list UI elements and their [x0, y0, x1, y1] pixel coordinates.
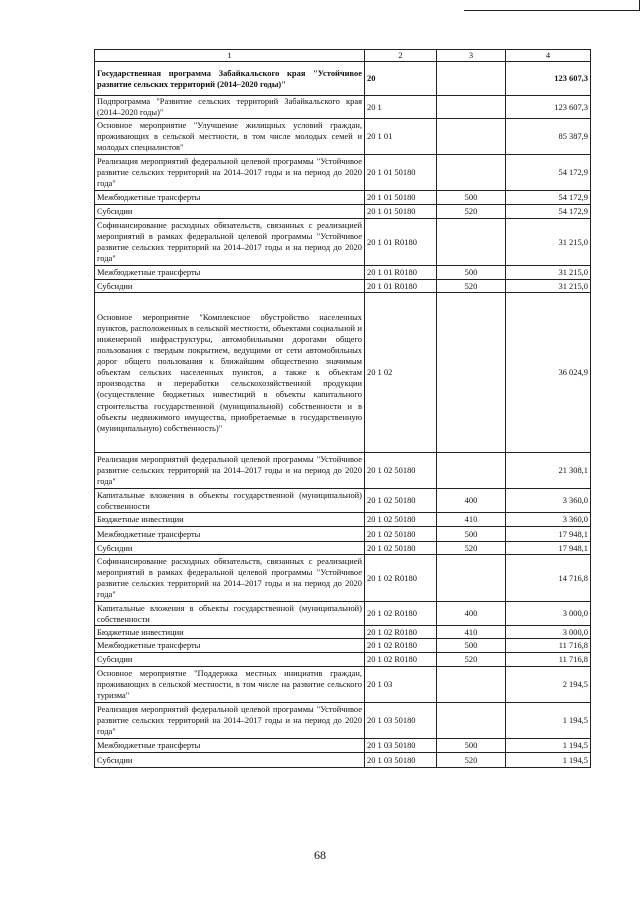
row-name: Межбюджетные трансферты [95, 739, 365, 753]
row-code: 20 1 03 [365, 667, 437, 703]
row-name: Субсидии [95, 205, 365, 219]
row-expense-type [437, 155, 506, 191]
row-amount: 85 387,9 [506, 119, 591, 155]
row-expense-type: 500 [437, 266, 506, 280]
row-amount: 3 360,0 [506, 489, 591, 513]
row-expense-type [437, 219, 506, 266]
table-row [95, 639, 591, 653]
table-row [95, 626, 591, 639]
table-row [95, 293, 591, 453]
row-expense-type: 520 [437, 280, 506, 293]
table-row [95, 602, 591, 626]
row-expense-type [437, 96, 506, 119]
row-name: Межбюджетные трансферты [95, 639, 365, 653]
row-expense-type: 500 [437, 739, 506, 753]
header-col-2: 2 [365, 50, 437, 62]
row-code: 20 1 [365, 96, 437, 119]
row-amount: 54 172,9 [506, 191, 591, 205]
header-col-4: 4 [506, 50, 591, 62]
row-name: Реализация мероприятий федеральной целевой программы "Устойчивое развитие сельских территорий на 2014–2017 годы и на период до 2020 года" [95, 155, 365, 191]
row-expense-type [437, 703, 506, 739]
row-name: Межбюджетные трансферты [95, 266, 365, 280]
table-row [95, 219, 591, 266]
row-code: 20 1 02 50180 [365, 513, 437, 527]
row-code: 20 1 03 50180 [365, 703, 437, 739]
row-name: Капитальные вложения в объекты государственной (муниципальной) собственности [95, 602, 365, 626]
row-name: Субсидии [95, 753, 365, 768]
row-expense-type [437, 555, 506, 602]
row-amount: 31 215,0 [506, 219, 591, 266]
row-expense-type: 520 [437, 542, 506, 555]
row-expense-type: 400 [437, 602, 506, 626]
row-code: 20 [365, 62, 437, 96]
row-name: Подпрограмма "Развитие сельских территорий Забайкальского края (2014–2020 годы)" [95, 96, 365, 119]
row-amount: 17 948,1 [506, 542, 591, 555]
header-col-3: 3 [437, 50, 506, 62]
row-amount: 11 716,8 [506, 639, 591, 653]
table-row [95, 513, 591, 527]
row-name: Государственная программа Забайкальского края "Устойчивое развитие сельских территорий (2014–2020 годы)" [95, 62, 365, 96]
budget-table [94, 49, 591, 768]
row-code: 20 1 01 50180 [365, 191, 437, 205]
header-col-1: 1 [95, 50, 365, 62]
row-code: 20 1 01 R0180 [365, 219, 437, 266]
row-amount: 123 607,3 [506, 96, 591, 119]
table-row [95, 155, 591, 191]
row-name: Основное мероприятие "Улучшение жилищных условий граждан, проживающих в сельской местности, в том числе молодых семей и молодых специалистов" [95, 119, 365, 155]
row-amount: 21 308,1 [506, 453, 591, 489]
row-amount: 3 360,0 [506, 513, 591, 527]
table-row [95, 667, 591, 703]
table-body [95, 62, 591, 768]
row-expense-type [437, 453, 506, 489]
row-amount: 1 194,5 [506, 739, 591, 753]
row-expense-type [437, 119, 506, 155]
table-row [95, 653, 591, 667]
table-row [95, 266, 591, 280]
row-amount: 31 215,0 [506, 266, 591, 280]
row-expense-type: 500 [437, 527, 506, 542]
page-number: 68 [314, 848, 326, 862]
row-expense-type [437, 293, 506, 453]
row-expense-type: 520 [437, 205, 506, 219]
row-amount: 17 948,1 [506, 527, 591, 542]
table-row [95, 62, 591, 96]
row-amount: 1 194,5 [506, 703, 591, 739]
row-code: 20 1 01 R0180 [365, 280, 437, 293]
row-expense-type [437, 62, 506, 96]
row-expense-type: 500 [437, 191, 506, 205]
row-name: Реализация мероприятий федеральной целевой программы "Устойчивое развитие сельских территорий на 2014–2017 годы и на период до 2020 года" [95, 453, 365, 489]
row-code: 20 1 03 50180 [365, 739, 437, 753]
table-row [95, 96, 591, 119]
table-row [95, 542, 591, 555]
row-code: 20 1 01 [365, 119, 437, 155]
row-name: Субсидии [95, 280, 365, 293]
row-amount: 3 000,0 [506, 602, 591, 626]
row-code: 20 1 02 50180 [365, 542, 437, 555]
row-code: 20 1 01 50180 [365, 155, 437, 191]
table-row [95, 753, 591, 768]
table-row [95, 191, 591, 205]
row-expense-type [437, 667, 506, 703]
row-code: 20 1 02 R0180 [365, 555, 437, 602]
table-row [95, 489, 591, 513]
row-expense-type: 500 [437, 639, 506, 653]
row-code: 20 1 02 [365, 293, 437, 453]
row-amount: 11 716,8 [506, 653, 591, 667]
row-name: Реализация мероприятий федеральной целевой программы "Устойчивое развитие сельских территорий на 2014–2017 годы и на период до 2020 года" [95, 703, 365, 739]
row-name: Межбюджетные трансферты [95, 191, 365, 205]
row-code: 20 1 01 50180 [365, 205, 437, 219]
row-name: Капитальные вложения в объекты государственной (муниципальной) собственности [95, 489, 365, 513]
row-amount: 54 172,9 [506, 205, 591, 219]
row-code: 20 1 02 50180 [365, 453, 437, 489]
table-row [95, 119, 591, 155]
row-amount: 3 000,0 [506, 626, 591, 639]
row-name: Основное мероприятие "Комплексное обустройство населенных пунктов, расположенных в сельской местности, объектами социальной и инженерной инфраструктуры, автомобильными дорогами общего пользования с твердым покрытием, ведущими от сети автомобильных дорог общего пользования к ближайшим общественно значимым объектам сельских населенных пунктов, а также к объектам производства и переработки сельскохозяйственной продукции (осуществление бюджетных инвестиций в объекты капитального строительства государственной (муниципальной) собственности и в объекты недвижимого имущества, приобретаемые в государственную (муниципальную) собственность)" [95, 293, 365, 453]
row-name: Софинансирование расходных обязательств, связанных с реализацией мероприятий в рамках федеральной целевой программы "Устойчивое развитие сельских территорий на 2014–2017 годы и на период до 2020 года" [95, 219, 365, 266]
row-expense-type: 410 [437, 626, 506, 639]
row-code: 20 1 02 50180 [365, 527, 437, 542]
table-row [95, 703, 591, 739]
row-name: Основное мероприятие "Поддержка местных инициатив граждан, проживающих в сельской местности, в том числе на развитие сельского туризма" [95, 667, 365, 703]
row-name: Бюджетные инвестиции [95, 626, 365, 639]
row-amount: 123 607,3 [506, 62, 591, 96]
row-code: 20 1 03 50180 [365, 753, 437, 768]
row-code: 20 1 02 R0180 [365, 653, 437, 667]
row-name: Субсидии [95, 653, 365, 667]
row-name: Софинансирование расходных обязательств, связанных с реализацией мероприятий в рамках федеральной целевой программы "Устойчивое развитие сельских территорий на 2014–2017 годы и на период до 2020 года" [95, 555, 365, 602]
row-name: Межбюджетные трансферты [95, 527, 365, 542]
row-amount: 54 172,9 [506, 155, 591, 191]
row-amount: 31 215,0 [506, 280, 591, 293]
table-row [95, 280, 591, 293]
row-amount: 36 024,9 [506, 293, 591, 453]
row-name: Субсидии [95, 542, 365, 555]
row-amount: 14 716,8 [506, 555, 591, 602]
row-expense-type: 410 [437, 513, 506, 527]
row-code: 20 1 02 R0180 [365, 639, 437, 653]
table-row [95, 527, 591, 542]
row-code: 20 1 02 50180 [365, 489, 437, 513]
scan-corner-line [464, 0, 640, 11]
row-amount: 1 194,5 [506, 753, 591, 768]
header-row [95, 50, 591, 62]
table-row [95, 555, 591, 602]
table-row [95, 205, 591, 219]
row-amount: 2 194,5 [506, 667, 591, 703]
row-code: 20 1 01 R0180 [365, 266, 437, 280]
row-expense-type: 520 [437, 753, 506, 768]
table-row [95, 739, 591, 753]
row-code: 20 1 02 R0180 [365, 602, 437, 626]
row-name: Бюджетные инвестиции [95, 513, 365, 527]
row-expense-type: 400 [437, 489, 506, 513]
table-row [95, 453, 591, 489]
row-code: 20 1 02 R0180 [365, 626, 437, 639]
row-expense-type: 520 [437, 653, 506, 667]
